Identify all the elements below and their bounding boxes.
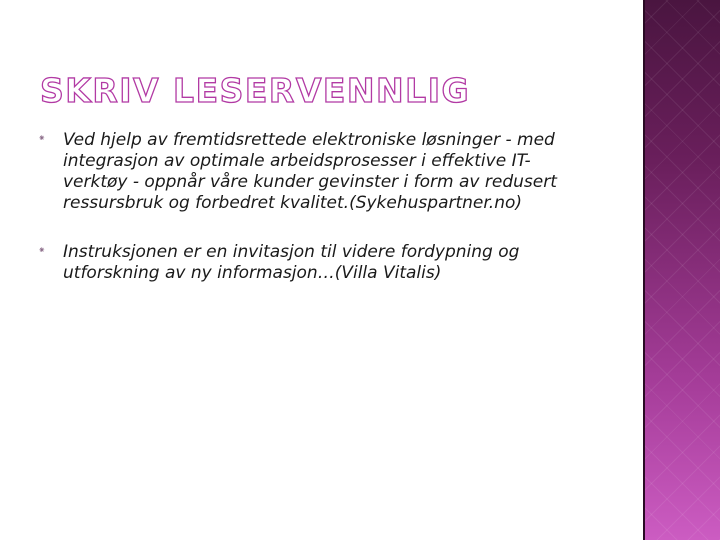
bullet-text: Instruksjonen er en invitasjon til videre fordypning og utforskning av ny informasjon…(Villa Vitalis): [63, 242, 520, 283]
decorative-sidebar: [643, 0, 720, 540]
bullet-list: [38, 130, 586, 312]
bullet-icon: ⁕: [38, 246, 46, 256]
slide-title: SKRIV LESERVENNLIG: [40, 71, 471, 110]
bullet-item: [38, 242, 586, 284]
bullet-item: [38, 130, 586, 214]
bullet-icon: ⁕: [38, 134, 46, 144]
bullet-text: Ved hjelp av fremtidsrettede elektroniske løsninger - med integrasjon av optimale arbeidsprosesser i effektive IT-verktøy - oppnår våre kunder gevinster i form av redusert ressursbruk og forbedret kvalitet.(Sykehuspartner.no): [63, 130, 557, 213]
